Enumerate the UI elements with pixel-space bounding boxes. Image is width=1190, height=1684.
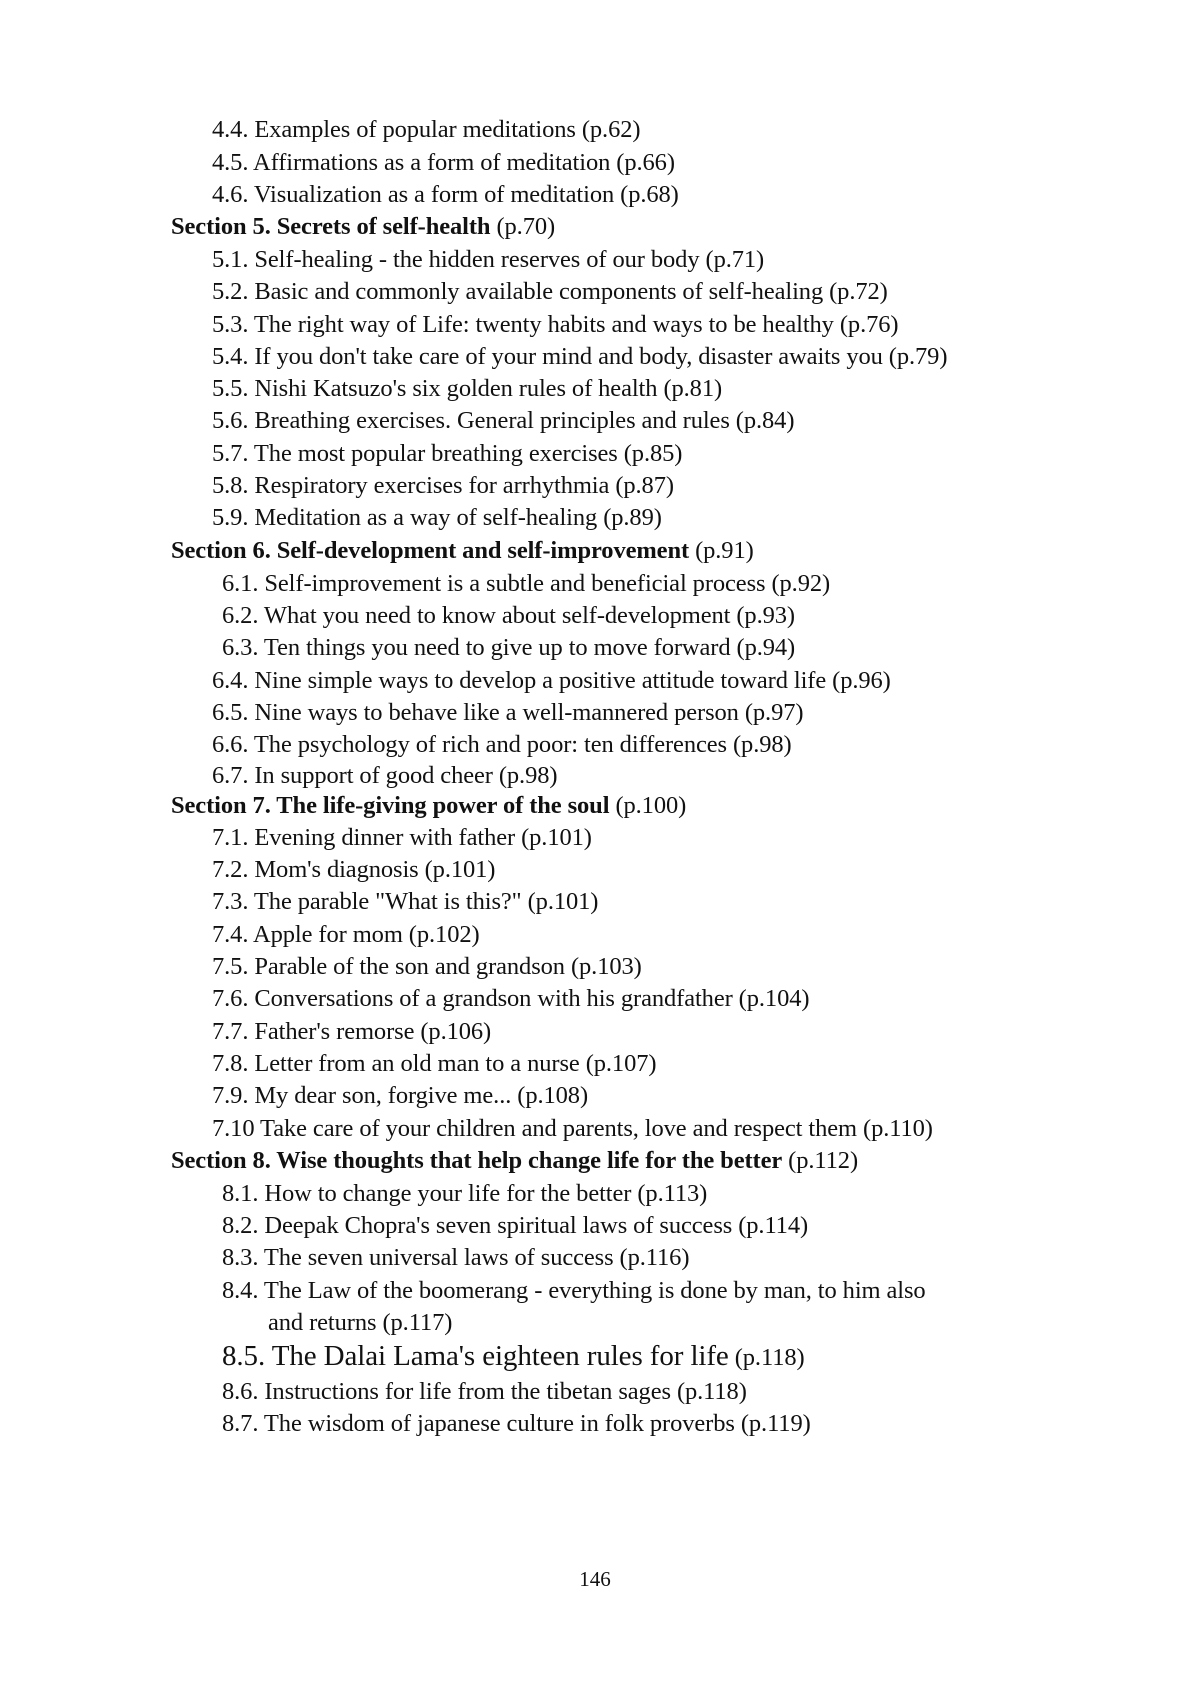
toc-entry-7-9: 7.9. My dear son, forgive me... (p.108) xyxy=(212,1082,589,1109)
toc-entry-5-8: 5.8. Respiratory exercises for arrhythmia (p.87) xyxy=(212,472,674,499)
toc-entry-5-4: 5.4. If you don't take care of your mind and body, disaster awaits you (p.79) xyxy=(212,343,948,370)
toc-entry-8-2: 8.2. Deepak Chopra's seven spiritual laws of success (p.114) xyxy=(222,1212,809,1239)
toc-entry-5-5: 5.5. Nishi Katsuzo's six golden rules of health (p.81) xyxy=(212,375,723,402)
page-number: 146 xyxy=(579,1567,611,1591)
toc-entry-5-2: 5.2. Basic and commonly available components of self-healing (p.72) xyxy=(212,278,888,305)
section-heading-6 xyxy=(171,536,754,566)
toc-entry-7-1: 7.1. Evening dinner with father (p.101) xyxy=(212,824,592,851)
toc-entry-8-1: 8.1. How to change your life for the better (p.113) xyxy=(222,1180,708,1207)
section-page-ref: (p.70) xyxy=(490,213,556,240)
toc-entry-6-1: 6.1. Self-improvement is a subtle and beneficial process (p.92) xyxy=(222,570,831,597)
section-title: Section 6. Self-development and self-improvement xyxy=(171,537,690,564)
section-page-ref: (p.112) xyxy=(782,1147,858,1174)
toc-entry-5-6: 5.6. Breathing exercises. General principles and rules (p.84) xyxy=(212,407,795,434)
toc-entry-5-1: 5.1. Self-healing - the hidden reserves of our body (p.71) xyxy=(212,246,765,273)
toc-entry-8-5 xyxy=(222,1341,805,1373)
toc-entry-4-6: 4.6. Visualization as a form of meditation (p.68) xyxy=(212,181,679,208)
toc-entry-6-5: 6.5. Nine ways to behave like a well-mannered person (p.97) xyxy=(212,699,804,726)
section-title: Section 7. The life-giving power of the soul xyxy=(171,792,610,819)
toc-entry-7-6: 7.6. Conversations of a grandson with his grandfather (p.104) xyxy=(212,985,810,1012)
toc-entry-6-2: 6.2. What you need to know about self-development (p.93) xyxy=(222,602,795,629)
section-title: Section 8. Wise thoughts that help change life for the better xyxy=(171,1147,783,1174)
section-page-ref: (p.100) xyxy=(609,792,687,819)
toc-entry-4-4: 4.4. Examples of popular meditations (p.62) xyxy=(212,116,641,143)
toc-entry-8-4: 8.4. The Law of the boomerang - everything is done by man, to him also xyxy=(222,1277,926,1304)
toc-entry-7-4: 7.4. Apple for mom (p.102) xyxy=(212,921,480,948)
entry-page-ref: (p.118) xyxy=(728,1344,805,1371)
toc-entry-6-4: 6.4. Nine simple ways to develop a positive attitude toward life (p.96) xyxy=(212,667,891,694)
toc-entry-5-3: 5.3. The right way of Life: twenty habits and ways to be healthy (p.76) xyxy=(212,311,899,338)
toc-entry-6-6: 6.6. The psychology of rich and poor: ten differences (p.98) xyxy=(212,731,792,758)
toc-entry-7-7: 7.7. Father's remorse (p.106) xyxy=(212,1018,492,1045)
entry-title: 8.5. The Dalai Lama's eighteen rules for life xyxy=(222,1340,729,1372)
toc-entry-4-5: 4.5. Affirmations as a form of meditation (p.66) xyxy=(212,149,675,176)
toc-entry-7-5: 7.5. Parable of the son and grandson (p.103) xyxy=(212,953,642,980)
toc-entry-7-8: 7.8. Letter from an old man to a nurse (p.107) xyxy=(212,1050,657,1077)
section-heading-8 xyxy=(171,1146,858,1176)
toc-entry-8-7: 8.7. The wisdom of japanese culture in folk proverbs (p.119) xyxy=(222,1410,811,1437)
section-heading-7 xyxy=(171,791,686,821)
toc-entry-5-7: 5.7. The most popular breathing exercises (p.85) xyxy=(212,440,683,467)
toc-entry-8-6: 8.6. Instructions for life from the tibetan sages (p.118) xyxy=(222,1378,747,1405)
toc-entry-7-10: 7.10 Take care of your children and parents, love and respect them (p.110) xyxy=(212,1115,933,1142)
section-title: Section 5. Secrets of self-health xyxy=(171,213,491,240)
toc-entry-6-3: 6.3. Ten things you need to give up to move forward (p.94) xyxy=(222,634,796,661)
section-page-ref: (p.91) xyxy=(689,537,754,564)
toc-entry-5-9: 5.9. Meditation as a way of self-healing (p.89) xyxy=(212,504,662,531)
toc-entry-7-3: 7.3. The parable "What is this?" (p.101) xyxy=(212,888,599,915)
toc-entry-8-3: 8.3. The seven universal laws of success (p.116) xyxy=(222,1244,690,1271)
toc-entry-7-2: 7.2. Mom's diagnosis (p.101) xyxy=(212,856,496,883)
toc-entry-8-4-continued: and returns (p.117) xyxy=(268,1309,453,1336)
toc-entry-6-7: 6.7. In support of good cheer (p.98) xyxy=(212,762,558,789)
section-heading-5 xyxy=(171,212,555,242)
